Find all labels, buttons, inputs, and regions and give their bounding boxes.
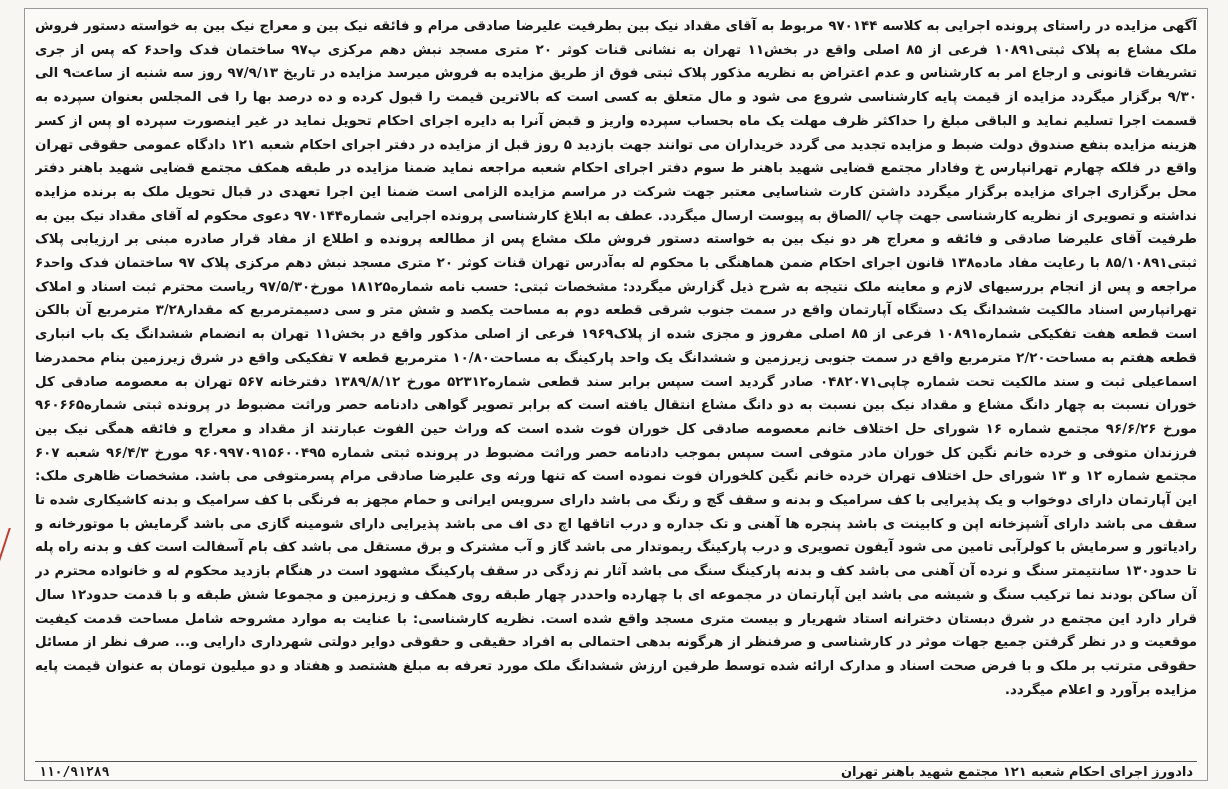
footer-divider — [35, 761, 1197, 762]
margin-pen-mark — [0, 528, 25, 570]
auction-notice — [24, 8, 1208, 781]
reference-code: ۱۱۰/۹۱۲۸۹ — [39, 765, 110, 780]
notice-footer — [39, 765, 1193, 780]
notice-body-text: آگهی مزایده در راستای پرونده اجرایی به کلاسه ۹۷۰۱۴۴ مربوط به آقای مقداد نیک بین بطرفیت علیرضا صادقی مرام و فائقه نیک بین و معراج نیک بین به خواسته دستور فروش ملک مشاع به پلاک ثبتی۱۰۸۹۱ فرعی از ۸۵ اصلی واقع در بخش۱۱ تهران به نشانی قنات کوثر ۲۰ متری مسجد نبش دهم مرکزی پ۹۷ ساختمان فدک واحد۶ که پس از جری تشریفات قانونی و ارجاع امر به کارشناس و عدم اعتراض به نظریه مذکور پلاک ثبتی فوق از طریق مزایده به فروش میرسد مزایده در تاریخ ۹۷/۹/۱۳ روز سه شنبه از ساعت۹ الی ۹/۳۰ برگزار میگردد مزایده از قیمت پایه کارشناسی شروع می شود و مال متعلق به کسی است که بالاترین قیمت را قبول کرده و ده درصد بها را فی المجلس بعنوان سپرده به قسمت اجرا تسلیم نماید و الباقی مبلغ را حداکثر ظرف مهلت یک ماه بحساب سپرده واریز و قبض آنرا به دایره اجرای احکام تحویل نماید در غیر اینصورت سپرده او پس از کسر هزینه مزایده بنفع صندوق دولت ضبط و مزایده تجدید می گردد خریداران می توانند جهت بازدید ۵ روز قبل از مزایده در دفتر اجرای احکام شعبه ۱۲۱ دادگاه عمومی حقوقی تهران واقع در فلکه چهارم تهرانپارس خ وفادار مجتمع قضایی شهید باهنر ط سوم دفتر اجرای احکام شعبه مراجعه نماید ضمنا مزایده در طبقه همکف مجتمع قضایی شهید باهنر دفتر محل برگزاری اجرای مزایده برگزار میگردد داشتن کارت شناسایی معتبر جهت شرکت در مراسم مزایده الزامی است ضمنا این اجرا تعهدی در قبال تحویل ملک به برنده مزایده نداشته و تصویری از نظریه کارشناسی جهت چاپ /الصاق به پیوست ارسال میگردد. عطف به ابلاغ کارشناسی پرونده اجرایی شماره۹۷۰۱۴۴ دعوی محکوم له آقای مقداد نیک بین به طرفیت آقای علیرضا صادقی و فائقه و معراج هر دو نیک بین به خواسته دستور فروش ملک مشاع پس از مطالعه پرونده و اطلاع از مفاد قرار صادره مبنی بر ارزیابی پلاک ثبتی۸۵/۱۰۸۹۱ با رعایت مفاد ماده۱۳۸ قانون اجرای احکام ضمن هماهنگی با محکوم له به‌آدرس تهران قنات کوثر ۲۰ متری مسجد نبش دهم مرکزی پلاک ۹۷ ساختمان فدک واحد۶ مراجعه و پس از انجام بررسیهای لازم و معاینه ملک نتیجه به شرح ذیل گزارش میگردد: مشخصات ثبتی: حسب نامه شماره۱۸۱۲۵ مورخ۹۷/۵/۳۰ ریاست محترم ثبت اسناد و املاک تهرانپارس اسناد مالکیت ششدانگ یک دستگاه آپارتمان واقع در سمت جنوب شرقی قطعه دوم به مساحت یکصد و شش متر و سی دسیمترمربع که مقدار۳/۲۸ مترمربع آن بالکن است قطعه هفت تفکیکی شماره۱۰۸۹۱ فرعی از ۸۵ اصلی مفروز و مجزی شده از پلاک۱۹۶۹ فرعی از اصلی مذکور واقع در بخش۱۱ تهران به انضمام ششدانگ یک باب انباری قطعه هفتم به مساحت۲/۲۰ مترمربع واقع در سمت جنوبی زیرزمین و ششدانگ یک واحد پارکینگ به مساحت۱۰/۸۰ مترمربع قطعه ۷ تفکیکی واقع در شرق زیرزمین بنام محمدرضا اسماعیلی ثبت و سند مالکیت تحت شماره چاپی۰۴۸۲۰۷۱ صادر گردید است سپس برابر سند قطعی شماره۵۲۳۱۲ مورخ ۱۳۸۹/۸/۱۲ دفترخانه ۵۶۷ تهران به معصومه صادقی کل خوران نسبت به چهار دانگ مشاع و مقداد نیک بین نسبت به دو دانگ مشاع انتقال یافته است که برابر تصویر گواهی دادنامه حصر وراثت مضبوط در پرونده ثبتی شماره۹۶۰۶۶۵ مورخ ۹۶/۶/۲۶ مجتمع شماره ۱۶ شورای حل اختلاف خانم معصومه صادقی کل خوران فوت شده است که وراث حین الفوت عبارتند از مقداد و معراج و فائقه همگی نیک بین فرزندان متوفی و خرده خانم نگین کل خوران مادر متوفی است سپس بموجب دادنامه حصر وراثت مضبوط در پرونده ثبتی شماره ۹۶۰۹۹۷۰۹۱۵۶۰۰۴۹۵ مورخ ۹۶/۴/۳ شعبه ۶۰۷ مجتمع شماره ۱۲ و ۱۳ شورای حل اختلاف تهران خرده خانم نگین کلخوران فوت نموده است که تنها ورثه وی علیرضا صادقی مرام پسرمتوفی می باشد. مشخصات ظاهری ملک: این آپارتمان دارای دوخواب و یک پذیرایی با کف سرامیک و بدنه و سقف گچ و رنگ می باشد دارای سرویس ایرانی و حمام مجهز به فرنگی با کف سرامیک و بدنه کاشیکاری شده تا سقف می باشد دارای آشپزخانه اپن و کابینت ی باشد پنجره ها آهنی و تک جداره و درب اتاقها اچ دی اف می باشد پذیرایی دارای شومینه گازی می باشد گرمایش با موتورخانه و رادیاتور و سرمایش با کولرآبی تامین می شود آیفون تصویری و درب پارکینگ ریموتدار می باشد گاز و آب مشترک و برق مستقل می باشد کف بام آسفالت است کف و بدنه راه پله تا حدود۱۳۰ سانتیمتر سنگ و نرده آن آهنی می باشد کف و بدنه پارکینگ سنگ می باشد آثار نم زدگی در سقف پارکینگ مشهود است در هنگام بازدید محکوم له و خانواده محترم در آن ساکن بودند نما ترکیب سنگ و شیشه می باشد این آپارتمان در مجموعه ای با چهارده واحددر چهار طبقه روی همکف و زیرزمین و مجموعا شش طبقه و با قدمت حدود۱۲ سال قرار دارد این مجتمع در شرق دبستان دخترانه استاد شهریار و بیست متری مسجد واقع شده است. نظریه کارشناسی: با عنایت به موارد مشروحه شامل مساحت قدمت کیفیت موقعیت و در نظر گرفتن جمیع جهات موثر در کارشناسی و صرفنظر از هرگونه بدهی احتمالی به افراد حقیقی و حقوقی دوایر دولتی شهرداری دارایی و... صرف نظر از مسائل حقوقی مترتب بر ملک و با فرض صحت اسناد و مدارک ارائه شده توسط طرفین ارزش ششدانگ ملک مورد تعرفه به مبلغ هشتصد و هفتاد و دو میلیون تومان به عنوان قیمت پایه مزایده برآورد و اعلام میگردد. — [35, 19, 1197, 698]
signature-line: دادورز اجرای احکام شعبه ۱۲۱ مجتمع شهید باهنر تهران — [840, 765, 1193, 780]
